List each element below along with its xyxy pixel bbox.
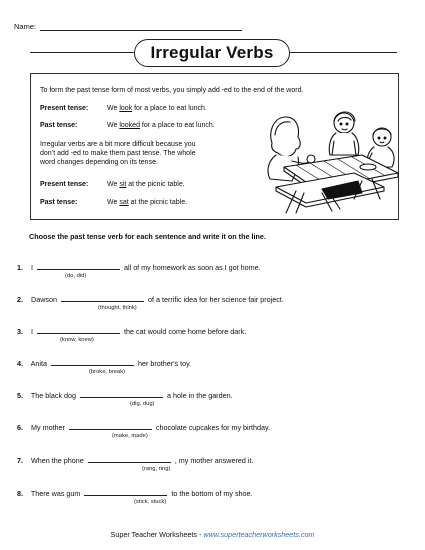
footer-link[interactable]: www.superteacherworksheets.com (203, 530, 315, 539)
example1-present-label: Present tense: (40, 105, 89, 112)
hint-2: (thought, think) (98, 305, 137, 311)
name-field[interactable] (14, 22, 242, 31)
example2-present-label: Present tense: (40, 181, 89, 188)
question-6: 6. My mother chocolate cupcakes for my birthday. (17, 423, 271, 432)
example2-present (40, 180, 270, 190)
footer (0, 530, 425, 539)
irregular-line-3: word changes depending on its tense. (40, 159, 158, 166)
answer-blank-3[interactable] (37, 326, 120, 334)
example2-past-label: Past tense: (40, 199, 78, 206)
example2-past (40, 198, 270, 208)
hint-4: (broke, break) (89, 369, 126, 375)
answer-blank-8[interactable] (84, 488, 167, 496)
answer-blank-2[interactable] (61, 294, 144, 302)
title-rule-right (289, 52, 397, 53)
instructions: Choose the past tense verb for each sentence and write it on the line. (29, 232, 266, 241)
hint-5: (dig, dug) (130, 401, 155, 407)
question-1: 1. I all of my homework as soon as I got home. (17, 263, 261, 272)
example1-present (40, 104, 270, 114)
picnic-table-family-icon (262, 103, 400, 215)
answer-blank-1[interactable] (37, 262, 120, 270)
hint-8: (stick, stuck) (134, 499, 167, 505)
example1-past (40, 121, 270, 131)
hint-6: (make, made) (112, 433, 148, 439)
answer-blank-4[interactable] (51, 358, 134, 366)
example2-present-sentence: We sit at the picnic table. (107, 181, 185, 188)
intro-text: To form the past tense form of most verbs, you simply add -ed to the end of the word. (40, 87, 304, 94)
footer-text: Super Teacher Worksheets - (110, 530, 204, 539)
example1-past-sentence: We looked for a place to eat lunch. (107, 122, 215, 129)
question-8: 8. There was gum to the bottom of my shoe. (17, 489, 253, 498)
question-2: 2. Dawson of a terrific idea for her science fair project. (17, 295, 284, 304)
question-3: 3. I the cat would come home before dark. (17, 327, 247, 336)
question-7: 7. When the phone , my mother answered it. (17, 456, 254, 465)
example1-present-sentence: We look for a place to eat lunch. (107, 105, 207, 112)
example2-past-sentence: We sat at the picnic table. (107, 199, 188, 206)
name-line[interactable] (40, 22, 242, 31)
hint-3: (know, knew) (60, 337, 94, 343)
name-label: Name: (14, 22, 37, 31)
answer-blank-5[interactable] (80, 390, 163, 398)
question-4: 4. Anita her brother's toy. (17, 359, 192, 368)
title-rule-left (30, 52, 134, 53)
irregular-line-2: don’t add -ed to make them past tense. The whole (40, 150, 196, 157)
question-5: 5. The black dog a hole in the garden. (17, 391, 233, 400)
hint-7: (rang, ring) (142, 466, 171, 472)
answer-blank-6[interactable] (69, 422, 152, 430)
hint-1: (do, did) (65, 273, 87, 279)
answer-blank-7[interactable] (88, 455, 171, 463)
example1-past-label: Past tense: (40, 122, 78, 129)
irregular-line-1: Irregular verbs are a bit more difficult because you (40, 141, 196, 148)
page-title: Irregular Verbs (134, 39, 290, 67)
